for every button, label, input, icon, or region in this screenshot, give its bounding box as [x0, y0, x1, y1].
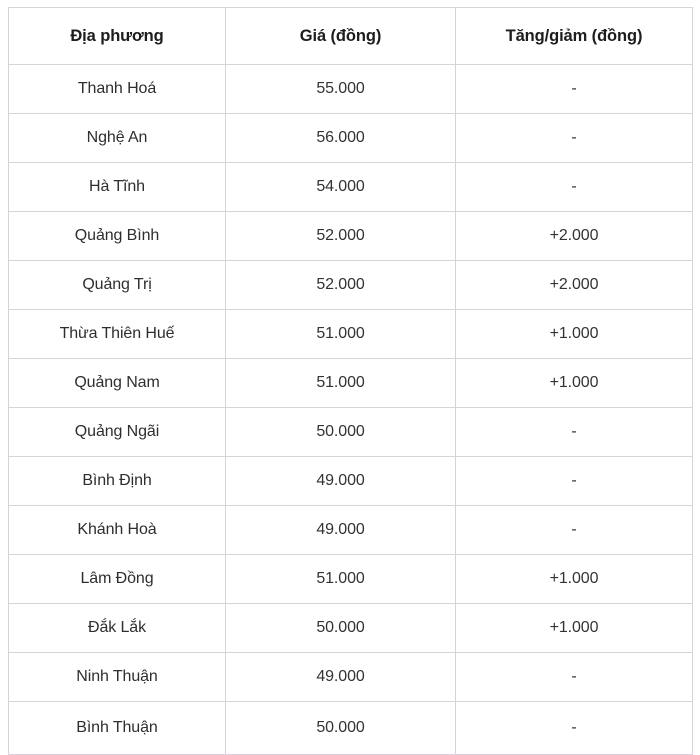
- column-header-locality: Địa phương: [9, 8, 226, 65]
- cell-price: 52.000: [226, 261, 456, 310]
- cell-locality: Thừa Thiên Huế: [9, 310, 226, 359]
- cell-change: -: [456, 408, 693, 457]
- column-header-change: Tăng/giảm (đồng): [456, 8, 693, 65]
- table-row: [9, 457, 693, 506]
- cell-change: -: [456, 114, 693, 163]
- cell-change: +1.000: [456, 359, 693, 408]
- cell-change: -: [456, 506, 693, 555]
- cell-price: 52.000: [226, 212, 456, 261]
- cell-locality: Quảng Nam: [9, 359, 226, 408]
- cell-change: +1.000: [456, 604, 693, 653]
- price-table: [8, 7, 693, 755]
- cell-price: 50.000: [226, 702, 456, 755]
- cell-price: 51.000: [226, 555, 456, 604]
- cell-locality: Lâm Đồng: [9, 555, 226, 604]
- cell-price: 51.000: [226, 359, 456, 408]
- cell-price: 50.000: [226, 408, 456, 457]
- cell-locality: Thanh Hoá: [9, 65, 226, 114]
- cell-locality: Hà Tĩnh: [9, 163, 226, 212]
- cell-locality: Quảng Ngãi: [9, 408, 226, 457]
- table-body: [9, 65, 693, 755]
- column-header-price: Giá (đồng): [226, 8, 456, 65]
- table-row: [9, 310, 693, 359]
- cell-change: +2.000: [456, 261, 693, 310]
- table-row: [9, 212, 693, 261]
- cell-locality: Khánh Hoà: [9, 506, 226, 555]
- cell-locality: Nghệ An: [9, 114, 226, 163]
- cell-price: 49.000: [226, 653, 456, 702]
- table-header-row: [9, 8, 693, 65]
- cell-change: +2.000: [456, 212, 693, 261]
- cell-change: -: [456, 457, 693, 506]
- cell-price: 56.000: [226, 114, 456, 163]
- table-row: [9, 506, 693, 555]
- cell-change: +1.000: [456, 310, 693, 359]
- cell-locality: Bình Thuận: [9, 702, 226, 755]
- table-row: [9, 261, 693, 310]
- cell-price: 54.000: [226, 163, 456, 212]
- table-row: [9, 555, 693, 604]
- cell-price: 55.000: [226, 65, 456, 114]
- cell-change: -: [456, 65, 693, 114]
- cell-price: 50.000: [226, 604, 456, 653]
- cell-change: +1.000: [456, 555, 693, 604]
- table-row: [9, 702, 693, 755]
- cell-locality: Đắk Lắk: [9, 604, 226, 653]
- cell-price: 49.000: [226, 506, 456, 555]
- cell-price: 49.000: [226, 457, 456, 506]
- cell-change: -: [456, 163, 693, 212]
- table-row: [9, 65, 693, 114]
- table-row: [9, 163, 693, 212]
- table-row: [9, 604, 693, 653]
- table-row: [9, 359, 693, 408]
- cell-locality: Quảng Trị: [9, 261, 226, 310]
- table-row: [9, 114, 693, 163]
- cell-change: -: [456, 702, 693, 755]
- cell-locality: Quảng Bình: [9, 212, 226, 261]
- cell-price: 51.000: [226, 310, 456, 359]
- cell-locality: Bình Định: [9, 457, 226, 506]
- table-row: [9, 408, 693, 457]
- table-header: [9, 8, 693, 65]
- table-row: [9, 653, 693, 702]
- cell-locality: Ninh Thuận: [9, 653, 226, 702]
- cell-change: -: [456, 653, 693, 702]
